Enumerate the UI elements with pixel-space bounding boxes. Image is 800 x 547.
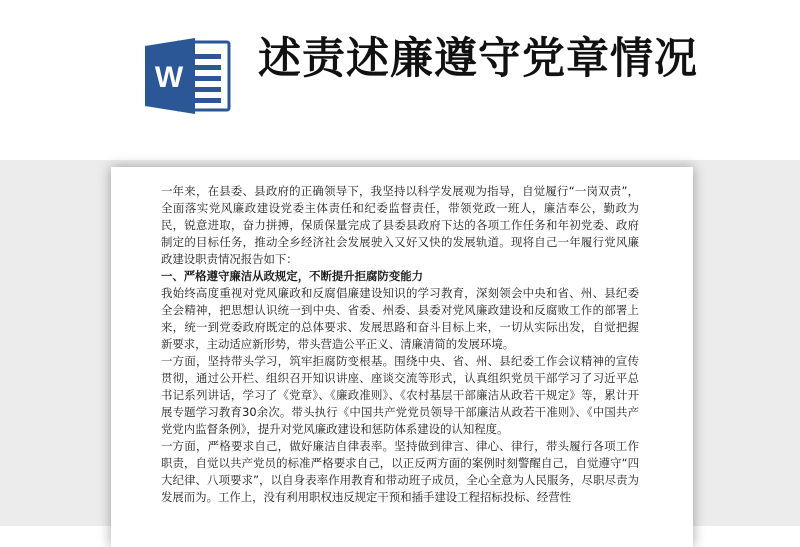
document-page (111, 167, 693, 547)
paragraph-learning: 一方面，坚持带头学习，筑牢拒腐防变根基。围绕中央、省、州、县纪委工作会议精神的宣传贯彻，通过公开栏、组织召开知识讲座、座谈交流等形式，认真组织党员干部学习了习近平总书记系列讲话，学习了《党章》、《廉政准则》、《农村基层干部廉洁从政若干规定》等，累计开展专题学习教育30余次。带头执行《中国共产党党员领导干部廉洁从政若干准则》、《中国共产党党内监督条例》，提升对党风廉政建设和惩防体系建设的认知程度。 (161, 354, 639, 436)
document-body (161, 183, 639, 506)
page-title: 述责述廉遵守党章情况 (258, 34, 698, 84)
word-letter: W (154, 61, 184, 94)
paragraph-self-discipline: 一方面，严格要求自己，做好廉洁自律表率。坚持做到律言、律心、律行，带头履行各项工作职责，自觉以共产党员的标准严格要求自己，以正反两方面的案例时刻警醒自己，自觉遵守“四大纪律、八项要求”，以自身表率作用教育和带动班子成员，全心全意为人民服务，尽职尽责为发展而为。工作上，没有利用职权违反规定干预和插手建设工程招标投标、经营性 (161, 439, 639, 504)
word-document-icon (143, 36, 235, 116)
paragraph-intro: 一年来，在县委、县政府的正确领导下，我坚持以科学发展观为指导，自觉履行“一岗双责”，全面落实党风廉政建设党委主体责任和纪委监督责任，带领党政一班人，廉洁奉公，勤政为民，锐意进取，奋力拼搏，保质保量完成了县委县政府下达的各项工作任务和年初党委、政府制定的目标任务，推动全乡经济社会发展驶入又好又快的发展轨道。现将自己一年履行党风廉政建设职责情况报告如下： (161, 184, 639, 266)
header-banner (0, 0, 800, 160)
section-heading: 一、严格遵守廉洁从政规定，不断提升拒腐防变能力 (161, 269, 423, 283)
paragraph-study: 我始终高度重视对党风廉政和反腐倡廉建设知识的学习教育，深刻领会中央和省、州、县纪委全会精神，把思想认识统一到中央、省委、州委、县委对党风廉政建设和反腐败工作的部署上来，统一到党委政府既定的总体要求、发展思路和奋斗目标上来，一切从实际出发，自觉把握新要求，主动适应新形势，带头营造公平正义、清廉清简的发展环境。 (161, 286, 639, 351)
